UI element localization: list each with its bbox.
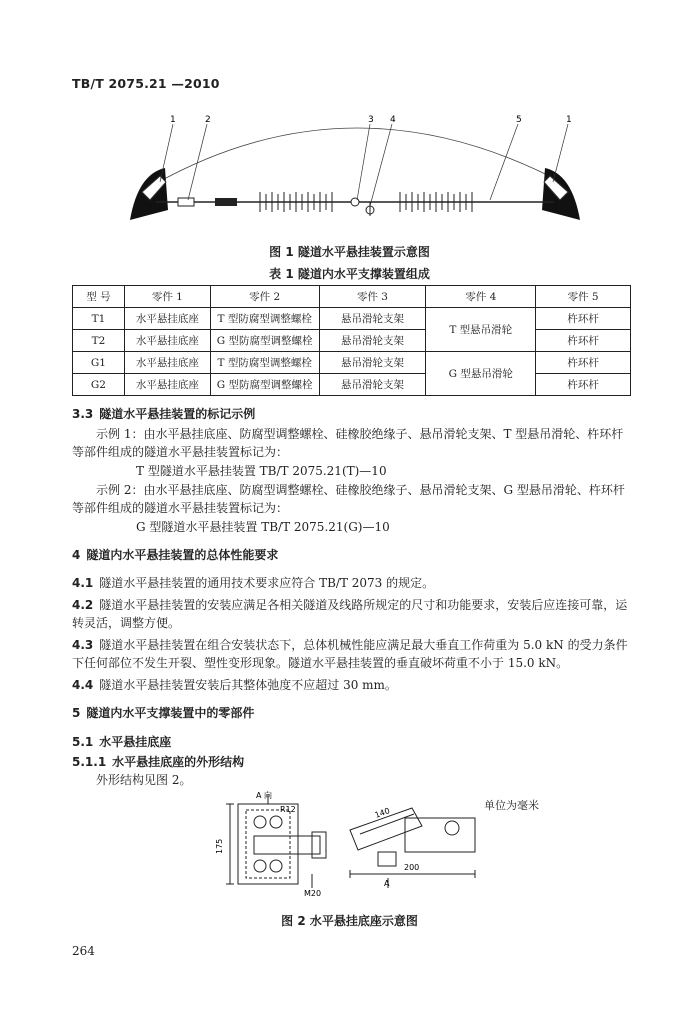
- table-cell: 水平悬挂底座: [124, 352, 210, 374]
- clause-text: 隧道水平悬挂装置的安装应满足各相关隧道及线路所规定的尺寸和功能要求，安装后应连接可靠，运转灵活，调整方便。: [72, 598, 628, 630]
- figure-1-drawing: [120, 112, 590, 232]
- section-title: 隧道水平悬挂装置的标记示例: [99, 407, 256, 421]
- section-number: 3.3: [72, 407, 94, 421]
- section-number: 5: [72, 706, 81, 720]
- table-cell: 悬吊滑轮支架: [319, 374, 426, 396]
- fig1-label: 5: [516, 115, 522, 125]
- table-cell: T 型防腐型调整螺栓: [210, 308, 319, 330]
- page-number: 264: [72, 944, 95, 958]
- section-3-3-heading: [72, 405, 255, 422]
- example-2-text: 示例 2：由水平悬挂底座、防腐型调整螺栓、硅橡胶绝缘子、悬吊滑轮支架、G 型悬吊滑轮、杵环杆等部件组成的隧道水平悬挂装置标记为：: [72, 483, 625, 515]
- fig1-label: 1: [566, 115, 572, 125]
- section-5-heading: [72, 704, 254, 721]
- unit-note: 单位为毫米: [484, 799, 539, 812]
- table-cell: G 型防腐型调整螺栓: [210, 330, 319, 352]
- table-cell: 杵环杆: [536, 374, 631, 396]
- section-5-1-1-text: 外形结构见图 2。: [96, 773, 192, 787]
- table-header-cell: 零件 1: [124, 286, 210, 308]
- table-cell: 杵环杆: [536, 330, 631, 352]
- section-title: 隧道内水平支撑装置中的零部件: [86, 706, 255, 720]
- table-cell: 悬吊滑轮支架: [319, 308, 426, 330]
- dimension-200: 200: [404, 863, 420, 872]
- section-number: 5.1.1: [72, 755, 107, 769]
- parts-table: [72, 285, 631, 396]
- clause-text: 隧道水平悬挂装置安装后其整体弛度不应超过 30 mm。: [99, 678, 397, 692]
- clause-number: 4.4: [72, 678, 94, 692]
- table-cell: G1: [73, 352, 125, 374]
- section-5-1-1-heading: [72, 753, 244, 770]
- clause-number: 4.3: [72, 638, 94, 652]
- table-cell: T 型悬吊滑轮: [426, 308, 536, 352]
- section-5-1-heading: [72, 733, 171, 750]
- figure-2-drawing: [200, 788, 480, 903]
- document-header: TB/T 2075.21 —2010: [72, 76, 220, 91]
- table-cell: 杵环杆: [536, 352, 631, 374]
- fig1-label: 2: [205, 115, 211, 125]
- example-1-mark: T 型隧道水平悬挂装置 TB/T 2075.21(T)—10: [136, 464, 387, 478]
- table-header-cell: 零件 5: [536, 286, 631, 308]
- table-cell: 悬吊滑轮支架: [319, 330, 426, 352]
- section-number: 5.1: [72, 735, 94, 749]
- section-title: 水平悬挂底座: [99, 735, 172, 749]
- clause-4-1: [72, 574, 632, 592]
- table-1-caption: 表 1 隧道内水平支撑装置组成: [269, 267, 430, 281]
- table-cell: 水平悬挂底座: [124, 308, 210, 330]
- table-cell: 悬吊滑轮支架: [319, 352, 426, 374]
- table-cell: T 型防腐型调整螺栓: [210, 352, 319, 374]
- table-cell: 杵环杆: [536, 308, 631, 330]
- table-row: [73, 330, 631, 352]
- dimension-140: 140: [373, 806, 392, 820]
- table-header-cell: 型 号: [73, 286, 125, 308]
- table-cell: T2: [73, 330, 125, 352]
- clause-text: 隧道水平悬挂装置在组合安装状态下，总体机械性能应满足最大垂直工作荷重为 5.0 kN 的受力条件下任何部位不发生开裂、塑性变形现象。隧道水平悬挂装置的垂直破坏荷重不小于 15.0 kN。: [72, 638, 628, 670]
- clause-text: 隧道水平悬挂装置的通用技术要求应符合 TB/T 2073 的规定。: [99, 576, 435, 590]
- table-cell: G2: [73, 374, 125, 396]
- clause-4-4: [72, 676, 632, 694]
- table-header-cell: 零件 2: [210, 286, 319, 308]
- clause-4-3: [72, 636, 632, 672]
- table-row: [73, 352, 631, 374]
- thread-label: M20: [304, 889, 322, 898]
- fig1-label: 3: [368, 115, 374, 125]
- clause-4-2: [72, 596, 632, 632]
- section-title: 隧道内水平悬挂装置的总体性能要求: [86, 548, 279, 562]
- table-row: [73, 374, 631, 396]
- dimension-175: 175: [215, 838, 224, 854]
- example-2-mark: G 型隧道水平悬挂装置 TB/T 2075.21(G)—10: [136, 520, 390, 534]
- table-cell: 水平悬挂底座: [124, 374, 210, 396]
- table-header-row: [73, 286, 631, 308]
- section-title: 水平悬挂底座的外形结构: [112, 755, 245, 769]
- section-number: 4: [72, 548, 81, 562]
- clause-number: 4.2: [72, 598, 94, 612]
- fig1-label: 4: [390, 115, 396, 125]
- figure-1-caption: 图 1 隧道水平悬挂装置示意图: [269, 245, 430, 259]
- table-cell: T1: [73, 308, 125, 330]
- table-cell: G 型悬吊滑轮: [426, 352, 536, 396]
- fig1-label: 1: [170, 115, 176, 125]
- section-a-label: A: [384, 879, 390, 888]
- figure-2-caption: 图 2 水平悬挂底座示意图: [281, 914, 418, 928]
- example-1-text: 示例 1：由水平悬挂底座、防腐型调整螺栓、硅橡胶绝缘子、悬吊滑轮支架、T 型悬吊滑轮、杵环杆等部件组成的隧道水平悬挂装置标记为：: [72, 427, 624, 459]
- table-header-cell: 零件 4: [426, 286, 536, 308]
- table-cell: G 型防腐型调整螺栓: [210, 374, 319, 396]
- section-4-heading: [72, 546, 278, 563]
- table-cell: 水平悬挂底座: [124, 330, 210, 352]
- table-header-cell: 零件 3: [319, 286, 426, 308]
- a-view-label: A 向: [256, 791, 273, 800]
- radius-label: R12: [280, 805, 296, 814]
- clause-number: 4.1: [72, 576, 94, 590]
- table-row: [73, 308, 631, 330]
